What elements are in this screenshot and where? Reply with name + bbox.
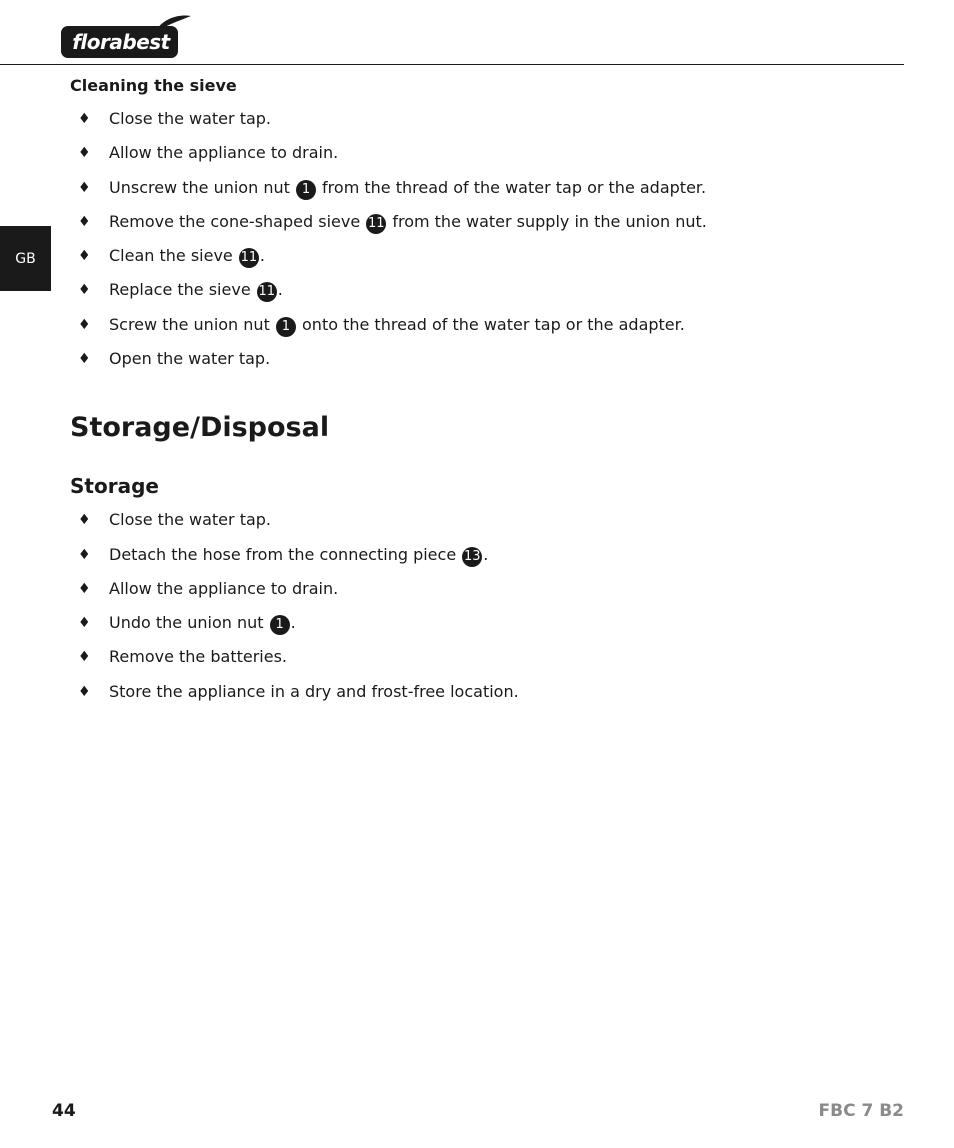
part-number-badge: 11 xyxy=(366,214,386,234)
list-item-text: Allow the appliance to drain. xyxy=(109,143,339,162)
bullet-diamond-icon: ♦ xyxy=(78,111,91,127)
list-item-text: Replace the sieve 11 . xyxy=(109,279,283,302)
bullet-diamond-icon: ♦ xyxy=(78,512,91,528)
bullet-diamond-icon: ♦ xyxy=(78,180,91,196)
list-item-text: Store the appliance in a dry and frost-free location. xyxy=(109,682,519,701)
list-item-text: Clean the sieve 11 . xyxy=(109,245,265,268)
bullet-diamond-icon: ♦ xyxy=(78,145,91,161)
list-item-text: Undo the union nut 1 . xyxy=(109,612,296,635)
model-number: FBC 7 B2 xyxy=(818,1101,904,1121)
bullet-diamond-icon: ♦ xyxy=(78,581,91,597)
bullet-diamond-icon: ♦ xyxy=(78,547,91,563)
list-item-text: Open the water tap. xyxy=(109,349,271,368)
language-tab: GB xyxy=(0,226,51,291)
bullet-diamond-icon: ♦ xyxy=(78,248,91,264)
list-item-text: Unscrew the union nut 1 from the thread of the water tap or the adapter. xyxy=(109,177,706,200)
logo-wordmark: florabest xyxy=(72,30,170,54)
part-number-badge: 11 xyxy=(257,282,277,302)
list-item-text: Detach the hose from the connecting piece 13 . xyxy=(109,544,488,567)
florabest-logo xyxy=(61,14,178,58)
list-item-text: Remove the cone-shaped sieve 11 from the water supply in the union nut. xyxy=(109,211,707,234)
part-number-badge: 1 xyxy=(296,180,316,200)
list-item-text: Close the water tap. xyxy=(109,109,272,128)
header-divider xyxy=(0,64,904,65)
bullet-diamond-icon: ♦ xyxy=(78,684,91,700)
list-item-text: Allow the appliance to drain. xyxy=(109,579,339,598)
list-item-text: Close the water tap. xyxy=(109,510,272,529)
part-number-badge: 1 xyxy=(270,615,290,635)
list-item-text: Screw the union nut 1 onto the thread of the water tap or the adapter. xyxy=(109,314,685,337)
storage-heading: Storage xyxy=(70,474,159,498)
list-item-text: Remove the batteries. xyxy=(109,647,287,666)
bullet-diamond-icon: ♦ xyxy=(78,615,91,631)
bullet-diamond-icon: ♦ xyxy=(78,649,91,665)
part-number-badge: 11 xyxy=(239,248,259,268)
bullet-diamond-icon: ♦ xyxy=(78,282,91,298)
bullet-diamond-icon: ♦ xyxy=(78,351,91,367)
bullet-diamond-icon: ♦ xyxy=(78,317,91,333)
part-number-badge: 13 xyxy=(462,547,482,567)
part-number-badge: 1 xyxy=(276,317,296,337)
cleaning-sieve-heading: Cleaning the sieve xyxy=(70,76,237,95)
page-number: 44 xyxy=(52,1101,76,1121)
bullet-diamond-icon: ♦ xyxy=(78,214,91,230)
storage-disposal-heading: Storage/Disposal xyxy=(70,412,330,443)
